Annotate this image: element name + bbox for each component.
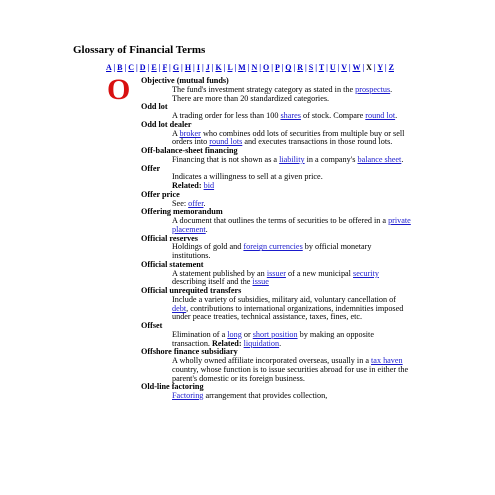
alphabet-separator: | (346, 63, 353, 72)
alphabet-link-w[interactable]: W (352, 63, 361, 72)
glossary-term: Offer price (141, 189, 180, 199)
alphabet-separator: | (122, 63, 129, 72)
alphabet-link-t[interactable]: T (318, 63, 325, 72)
glossary-entry (141, 261, 411, 287)
definition-text: A statement published by an (172, 268, 267, 278)
alphabet-separator: | (209, 63, 216, 72)
glossary-entries (141, 77, 411, 401)
definition-text: A wholly owned affiliate incorporated overseas, usually in a (172, 356, 372, 365)
term-link[interactable]: liability (279, 154, 305, 164)
alphabet-link-h[interactable]: H (184, 63, 192, 72)
definition-text: . (395, 111, 398, 120)
glossary-entry (141, 322, 411, 348)
glossary-entry (141, 103, 411, 121)
definition-text: , contributions to international organizations, indemnities imposed under peace treaties, technical assistance, taxes, fines, etc. (172, 303, 404, 322)
term-link[interactable]: debt (172, 303, 187, 313)
glossary-entry (141, 191, 411, 209)
definition-text: of stock. Compare (300, 111, 366, 120)
definition-text: arrangement that provides collection, (203, 391, 328, 400)
section-letter: O (107, 73, 131, 106)
definition-text: Elimination of a (172, 329, 228, 339)
definition-text: by making an opposite transaction. (172, 329, 374, 348)
alphabet-separator: | (303, 63, 309, 72)
related-label: Related: (172, 181, 204, 190)
alphabet-separator: | (245, 63, 252, 72)
definition-text: Include a variety of subsidies, military aid, voluntary cancellation of (172, 294, 396, 304)
glossary-term: Old-line factoring (141, 382, 204, 392)
alphabet-separator: | (134, 63, 140, 72)
glossary-entry (141, 383, 411, 401)
term-link[interactable]: security (353, 268, 379, 278)
glossary-term: Objective (mutual funds) (141, 76, 229, 85)
related-label: Related: (212, 338, 244, 348)
definition-text: . (205, 224, 208, 234)
definition-text: in a company's (304, 154, 358, 164)
glossary-term: Official unrequited transfers (141, 286, 242, 295)
alphabet-link-b[interactable]: B (117, 63, 123, 72)
glossary-entry (141, 147, 411, 165)
glossary-entry (141, 121, 411, 147)
alphabet-link-y[interactable]: Y (377, 63, 383, 72)
glossary-entry (141, 287, 411, 322)
alphabet-separator: | (221, 63, 228, 72)
alphabet-separator: | (179, 63, 185, 72)
glossary-term: Odd lot dealer (141, 119, 192, 129)
definition-text: A trading order for less than 100 (172, 111, 281, 120)
glossary-definition (141, 392, 411, 401)
term-link[interactable]: issue (252, 277, 269, 287)
alphabet-separator: | (382, 63, 389, 72)
term-link[interactable]: long (227, 329, 242, 339)
definition-text: The fund's investment strategy category as stated in the (172, 84, 356, 94)
alphabet-link-d[interactable]: D (139, 63, 146, 72)
alphabet-separator: | (313, 63, 319, 72)
definition-text: Holdings of gold and (172, 242, 244, 252)
term-link[interactable]: broker (179, 128, 201, 138)
alphabet-link-e[interactable]: E (151, 63, 157, 72)
term-link[interactable]: round lot (365, 111, 396, 120)
glossary-definition (141, 86, 411, 104)
definition-text: . There are more than 20 standardized categories. (172, 84, 393, 103)
alphabet-separator: | (145, 63, 152, 72)
alphabet-link-q[interactable]: Q (285, 63, 292, 72)
alphabet-link-x: X (366, 63, 372, 72)
glossary-term: Official reserves (141, 233, 198, 243)
alphabet-separator: | (167, 63, 173, 72)
page-title: Glossary of Financial Terms (73, 44, 206, 56)
term-link[interactable]: private placement (172, 216, 411, 234)
alphabet-separator: | (279, 63, 286, 72)
glossary-term: Offshore finance subsidiary (141, 347, 238, 357)
definition-text: who combines odd lots of securities from multiple buy or sell orders into (172, 128, 405, 147)
alphabet-link-l[interactable]: L (227, 63, 233, 72)
glossary-term: Odd lot (141, 102, 168, 112)
glossary-definition (141, 243, 411, 261)
glossary-entry (141, 348, 411, 383)
term-link[interactable]: liquidation (243, 338, 280, 348)
alphabet-separator: | (371, 63, 378, 72)
glossary-definition (141, 130, 411, 148)
alphabet-link-g[interactable]: G (172, 63, 180, 72)
alphabet-separator: | (335, 63, 342, 72)
definition-text: or (241, 329, 253, 339)
alphabet-separator: | (257, 63, 264, 72)
definition-text: and executes transactions in those round lots. (242, 137, 393, 147)
alphabet-link-u[interactable]: U (329, 63, 336, 72)
term-link[interactable]: Factoring (172, 391, 204, 400)
glossary-definition (141, 156, 411, 165)
term-link[interactable]: foreign currencies (243, 242, 303, 252)
definition-text: Financing that is not shown as a (172, 154, 280, 164)
term-link[interactable]: short position (252, 329, 298, 339)
glossary-term: Off-balance-sheet financing (141, 146, 238, 155)
definition-text: . (203, 198, 206, 208)
alphabet-link-j[interactable]: J (205, 63, 210, 72)
term-link[interactable]: prospectus (355, 84, 391, 94)
alphabet-link-s[interactable]: S (308, 63, 314, 72)
glossary-entry (141, 235, 411, 261)
definition-text: A (172, 128, 180, 138)
alphabet-separator: | (199, 63, 206, 72)
alphabet-separator: | (291, 63, 298, 72)
alphabet-link-m[interactable]: M (238, 63, 246, 72)
glossary-term: Official statement (141, 259, 204, 269)
glossary-definition (141, 173, 411, 191)
alphabet-link-v[interactable]: V (341, 63, 347, 72)
glossary-definition (141, 296, 411, 322)
term-link[interactable]: tax haven (371, 356, 403, 365)
glossary-term: Offering memorandum (141, 207, 223, 217)
alphabet-link-c[interactable]: C (128, 63, 135, 72)
alphabet-separator: | (191, 63, 197, 72)
alphabet-index (75, 63, 425, 72)
glossary-definition (141, 331, 411, 349)
alphabet-separator: | (360, 63, 367, 72)
alphabet-link-o[interactable]: O (263, 63, 270, 72)
alphabet-separator: | (324, 63, 330, 72)
alphabet-link-k[interactable]: K (215, 63, 222, 72)
definition-text: describing itself and the (172, 277, 253, 287)
term-link[interactable]: balance sheet (357, 154, 402, 164)
glossary-entry (141, 77, 411, 103)
alphabet-link-r[interactable]: R (297, 63, 304, 72)
alphabet-link-a[interactable]: A (106, 63, 112, 72)
term-link[interactable]: offer (188, 198, 204, 208)
term-link[interactable]: bid (203, 181, 215, 190)
alphabet-separator: | (269, 63, 276, 72)
alphabet-separator: | (232, 63, 239, 72)
alphabet-link-p[interactable]: P (275, 63, 280, 72)
glossary-term: Offer (141, 163, 161, 173)
definition-text: by official monetary institutions. (172, 242, 372, 260)
term-link[interactable]: issuer (266, 268, 286, 278)
definition-text: Indicates a willingness to sell at a given price. (172, 172, 323, 182)
glossary-term: Offset (141, 321, 163, 330)
alphabet-separator: | (111, 63, 118, 72)
alphabet-link-n[interactable]: N (251, 63, 258, 72)
definition-text: country, whose function is to issue securities abroad for use in either the parent's domestic or its foreign business. (172, 364, 409, 383)
term-link[interactable]: shares (280, 111, 301, 120)
definition-text: of a new municipal (285, 268, 354, 278)
glossary-entry (141, 165, 411, 191)
alphabet-link-f[interactable]: F (162, 63, 168, 72)
definition-text: . (401, 154, 404, 164)
glossary-definition (141, 357, 411, 383)
glossary-definition (141, 217, 411, 235)
definition-text: A document that outlines the terms of securities to be offered in a (172, 216, 389, 225)
glossary-entry (141, 208, 411, 234)
alphabet-link-i[interactable]: I (196, 63, 200, 72)
definition-text: See: (172, 198, 189, 208)
definition-text: . (279, 338, 282, 348)
alphabet-separator: | (156, 63, 163, 72)
glossary-definition (141, 270, 411, 288)
alphabet-link-z[interactable]: Z (388, 63, 394, 72)
term-link[interactable]: round lots (209, 137, 243, 147)
